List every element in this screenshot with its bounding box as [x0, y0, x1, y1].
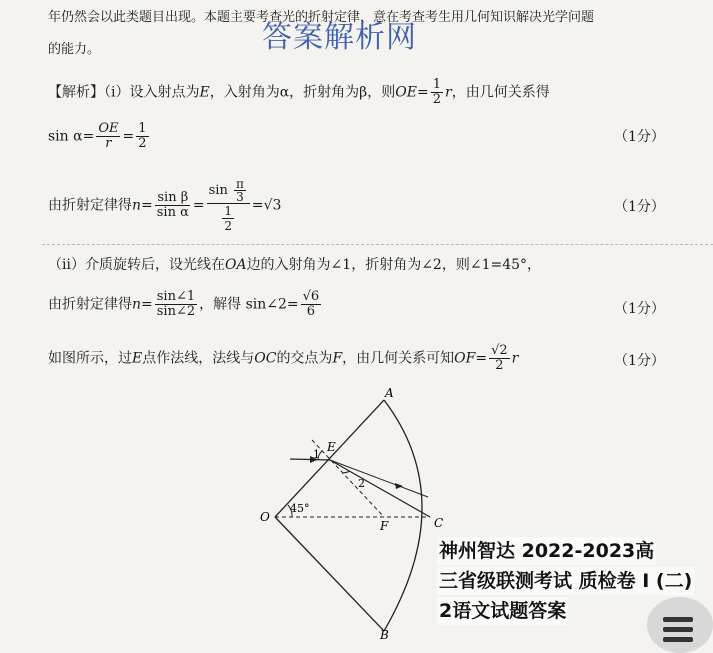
- equals: =: [122, 128, 135, 145]
- dashed-divider: [42, 244, 713, 245]
- label-angle-1: 1: [313, 448, 320, 461]
- label-f: F: [332, 350, 343, 367]
- label-oc: OC: [254, 350, 277, 367]
- frac-num: [207, 178, 250, 204]
- frac-den: sin α: [156, 205, 189, 220]
- arc-ab: [384, 400, 422, 631]
- frac-num: sin β: [157, 190, 189, 205]
- solve-text: ，解得 sin∠2=: [199, 296, 299, 313]
- radius-r: r: [511, 350, 519, 367]
- radius-r: r: [445, 84, 452, 101]
- part2-tail: 边的入射角为∠1，折射角为∠2，则∠1=45°，: [246, 257, 542, 273]
- segment-ob: [275, 517, 384, 631]
- analysis-part1: [48, 78, 550, 107]
- frac-den: 2: [495, 358, 504, 373]
- half-small: [222, 204, 234, 233]
- refracted-arrow: [395, 483, 403, 489]
- frac-den: sin∠2: [156, 304, 196, 319]
- part1-mid: ，入射角为α，折射角为β，则: [209, 84, 396, 101]
- watermark: 答案解析网: [262, 20, 417, 55]
- list-menu-button[interactable]: [647, 597, 713, 653]
- frac-num: 1: [224, 204, 233, 218]
- frac-den: 2: [138, 136, 147, 151]
- frac-den: 2: [432, 92, 441, 107]
- part1-tail: ，由几何关系得: [451, 84, 550, 101]
- score-2: （1分）: [614, 199, 665, 215]
- score-3: （1分）: [614, 301, 665, 317]
- sin-pi3-over-half: [207, 178, 250, 233]
- frac-num: √2: [491, 343, 508, 358]
- one-half: [136, 122, 148, 151]
- frac-num: sin∠1: [156, 289, 196, 304]
- part2-lead: （ⅱ）介质旋转后，设光线在: [48, 257, 225, 273]
- sqrt2-over-2: [489, 344, 510, 373]
- sqrt6-over-6: [301, 290, 322, 319]
- oe-over-r: [96, 122, 120, 151]
- equals: =: [192, 197, 205, 214]
- frac-den: [218, 204, 238, 233]
- label-c: C: [434, 516, 444, 530]
- frac-num: √6: [302, 289, 320, 304]
- label-a: A: [385, 386, 394, 400]
- figure-description: [48, 344, 518, 373]
- label-b: B: [380, 628, 389, 640]
- overlay-title-line-3: 2语文试题答案: [437, 597, 568, 625]
- refracted-ray: [330, 460, 430, 517]
- score-4: （1分）: [614, 353, 665, 369]
- label-45: 45°: [290, 502, 310, 515]
- frac-den: 6: [306, 304, 316, 319]
- sqrt3: =√3: [251, 197, 282, 214]
- sin-word: sin: [208, 183, 228, 198]
- equation-refraction-2: [48, 290, 323, 319]
- frac-num: 1: [138, 121, 147, 136]
- label-e: E: [199, 84, 210, 101]
- label-f-fig: F: [380, 519, 389, 533]
- oe-eq: OE=: [395, 84, 429, 101]
- n-eq: n=: [132, 197, 153, 214]
- law-label: 由折射定律得: [48, 197, 132, 214]
- sin-alpha: sin α=: [48, 128, 95, 145]
- label-oa: OA: [224, 257, 247, 273]
- frac-den: 2: [224, 219, 233, 233]
- overlay-title-line-1: 神州智达 2022-2023高: [437, 537, 656, 565]
- analysis-tag: 【解析】: [48, 84, 104, 101]
- frac-num: 1: [432, 77, 441, 92]
- score-1: （1分）: [614, 129, 665, 145]
- law-label-2: 由折射定律得: [48, 296, 132, 313]
- part1-lead: （ⅰ）设入射点为: [104, 84, 200, 101]
- sin1-over-sin2: [155, 290, 197, 319]
- label-e: E: [132, 350, 143, 367]
- equation-refraction-1: [48, 178, 281, 233]
- equation-sin-alpha: [48, 122, 151, 151]
- label-angle-2: 2: [358, 477, 365, 490]
- header-line-2: 的能力。: [48, 42, 101, 57]
- fig-text-3: 的交点为: [276, 350, 333, 367]
- overlay-title-line-2: 三省级联测考试 质检卷 I (二): [437, 567, 694, 595]
- frac-den: r: [105, 136, 112, 151]
- optics-figure: [250, 385, 450, 640]
- label-e-fig: E: [327, 440, 336, 454]
- of-eq: OF=: [454, 350, 488, 367]
- n-eq: n=: [132, 296, 153, 313]
- normal-line: [312, 440, 384, 517]
- frac-num: OE: [98, 121, 119, 136]
- angle-2-arc: [342, 471, 350, 473]
- frac-den: 3: [236, 190, 244, 204]
- header-line-1: 年仍然会以此类题目出现。本题主要考查光的折射定律，意在考查考生用几何知识解决光学问题: [48, 10, 595, 25]
- reflected-ray: [330, 460, 428, 497]
- frac-num: π: [235, 177, 244, 191]
- fig-text-1: 如图所示，过: [48, 350, 132, 367]
- label-o: O: [260, 510, 270, 524]
- half-fraction: [431, 78, 443, 107]
- sinb-over-sina: [155, 191, 191, 220]
- pi-over-3: [234, 178, 246, 203]
- analysis-part2: [48, 256, 541, 274]
- fig-text-4: ，由几何关系可知: [342, 350, 455, 367]
- fig-text-2: 点作法线，法线与: [142, 350, 255, 367]
